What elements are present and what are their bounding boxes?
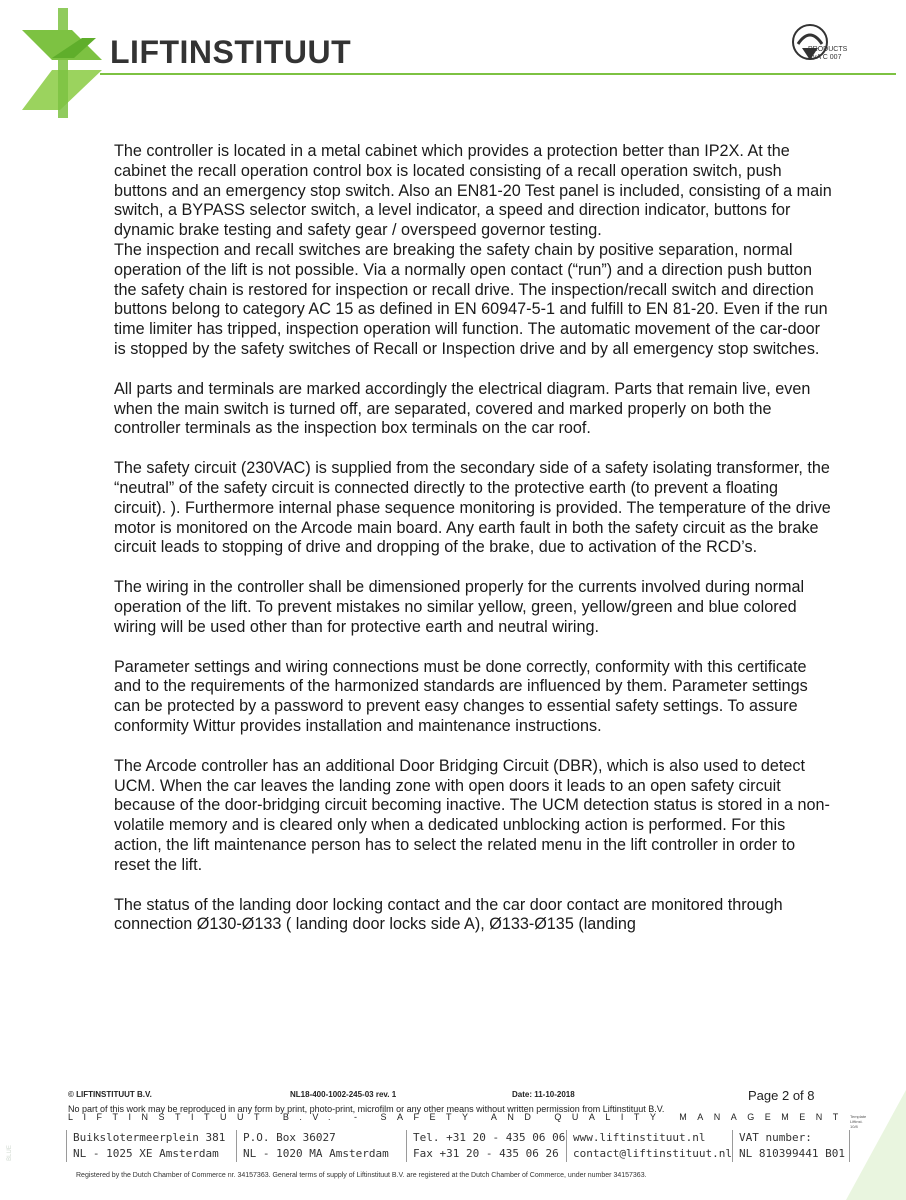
footer-meta-row — [68, 1090, 868, 1104]
seal-caption — [808, 46, 847, 62]
paragraph: Parameter settings and wiring connections must be done correctly, conformity with this certificate and to the requirements of the harmonized standards are influenced by them. Parameter settings can be protected by a password to prevent easy changes to essential safety settings. To assure conformity Wittur provides installation and maintenance instructions. — [114, 657, 808, 735]
address-vat-label: VAT number: — [739, 1131, 812, 1144]
liftinstituut-logo-icon — [22, 8, 104, 118]
address-vat-col — [732, 1130, 850, 1162]
footer-doc-ref: NL18-400-1002-245-03 rev. 1 — [290, 1090, 397, 1099]
seal-line: PRODUCTS — [808, 46, 848, 53]
paragraph: All parts and terminals are marked accordingly the electrical diagram. Parts that remain live, even when the main switch is turned off, are separated, covered and marked properly on both the controller terminals as the inspection box terminals on the car roof. — [114, 379, 811, 438]
side-mark: BLUE — [6, 1145, 13, 1161]
address-street-col — [66, 1130, 225, 1162]
paragraph: The status of the landing door locking contact and the car door contact are monitored through connection Ø130-Ø133 ( landing door locks side A), Ø133-Ø135 (landing — [114, 895, 783, 934]
address-phone-col — [406, 1130, 565, 1162]
corner-decoration-icon — [836, 1090, 906, 1200]
address-tel: Tel. +31 20 - 435 06 06 — [413, 1131, 566, 1144]
address-email-link[interactable]: contact@liftinstituut.nl — [573, 1147, 732, 1160]
paragraph: The controller is located in a metal cabinet which provides a protection better than IP2X. At the cabinet the recall operation control box is located consisting of a recall operation switch, push buttons and an emergency stop switch. Also an EN81-20 Test panel is included, consisting of a main switch, a BYPASS selector switch, a level indicator, a speed and direction indicator, buttons for dynamic brake testing and safety gear / overspeed governor testing. The inspection and recall switches are breaking the safety chain by positive separation, normal operation of the lift is not possible. Via a normally open contact (“run”) and a direction push button the safety chain is restored for inspection or recall drive. The inspection/recall switch and direction buttons belong to category AC 15 as defined in EN 60947-5-1 and fulfill to EN 81-20. Even if the run time limiter has tripped, inspection operation will function. The automatic movement of the car-door is stopped by the safety switches of Recall or Inspection drive and by all emergency stop switches. — [114, 142, 832, 358]
paragraph: The wiring in the controller shall be dimensioned properly for the currents involved during normal operation of the lift. To prevent mistakes no similar yellow, green, yellow/green and blue colored wiring will be used other than for protective earth and neutral wiring. — [114, 578, 805, 636]
document-body — [114, 142, 834, 955]
address-pobox: P.O. Box 36027 — [243, 1131, 336, 1144]
address-block — [66, 1130, 856, 1164]
header-rule — [100, 73, 896, 75]
address-pobox-col — [236, 1130, 389, 1162]
brand-name: LIFTINSTITUUT — [110, 34, 352, 70]
address-web-col — [566, 1130, 732, 1162]
address-web-link[interactable]: www.liftinstituut.nl — [573, 1131, 706, 1144]
address-pobox-postcode: NL - 1020 MA Amsterdam — [243, 1147, 389, 1160]
page-footer — [68, 1088, 868, 1129]
paragraph: The safety circuit (230VAC) is supplied from the secondary side of a safety isolating transformer, the “neutral” of the safety circuit is connected directly to the protective earth (to prevent a floating circuit). ). Furthermore internal phase sequence monitoring is provided. The temperature of the drive motor is monitored on the Arcode main board. Any earth fault in both the safety circuit as the brake circuit leads to stopping of drive and dropping of the brake, due to activation of the RCD’s. — [114, 459, 831, 557]
address-fax: Fax +31 20 - 435 06 26 — [413, 1147, 559, 1160]
footer-copyright: © LIFTINSTITUUT B.V. — [68, 1090, 152, 1099]
paragraph: The Arcode controller has an additional Door Bridging Circuit (DBR), which is also used to detect UCM. When the car leaves the landing zone with open doors it leads to an open safety circuit because of the door-bridging circuit becoming inactive. The UCM detection status is stored in a non-volatile memory and is cleared only when a dedicated unblocking action is performed. For this action, the lift maintenance person has to select the related menu in the lift controller in order to reset the lift. — [114, 756, 830, 874]
address-vat-number: NL 810399441 B01 — [739, 1147, 845, 1160]
footer-notice: No part of this work may be reproduced in any form by print, photo-print, microfilm or any other means without written permission from Liftinstituut B.V. — [68, 1104, 665, 1114]
footer-template-note: Template Liftinst. 10/8 — [850, 1114, 867, 1129]
page-number: Page 2 of 8 — [748, 1088, 815, 1103]
registration-line: Registered by the Dutch Chamber of Commerce nr. 34157363. General terms of supply of Liftinstituut B.V. are registered at the Dutch Chamber of Commerce, under number 34157363. — [76, 1172, 647, 1179]
footer-spaced-line: LIFTINSTITUUT B.V. - SAFETY AND QUALITY MANAGEMENT — [68, 1112, 849, 1122]
address-street: Buikslotermeerplein 381 — [73, 1131, 226, 1144]
seal-line: RvA C 007 — [808, 54, 842, 61]
footer-date: Date: 11-10-2018 — [512, 1090, 575, 1099]
address-postcode: NL - 1025 XE Amsterdam — [73, 1147, 219, 1160]
